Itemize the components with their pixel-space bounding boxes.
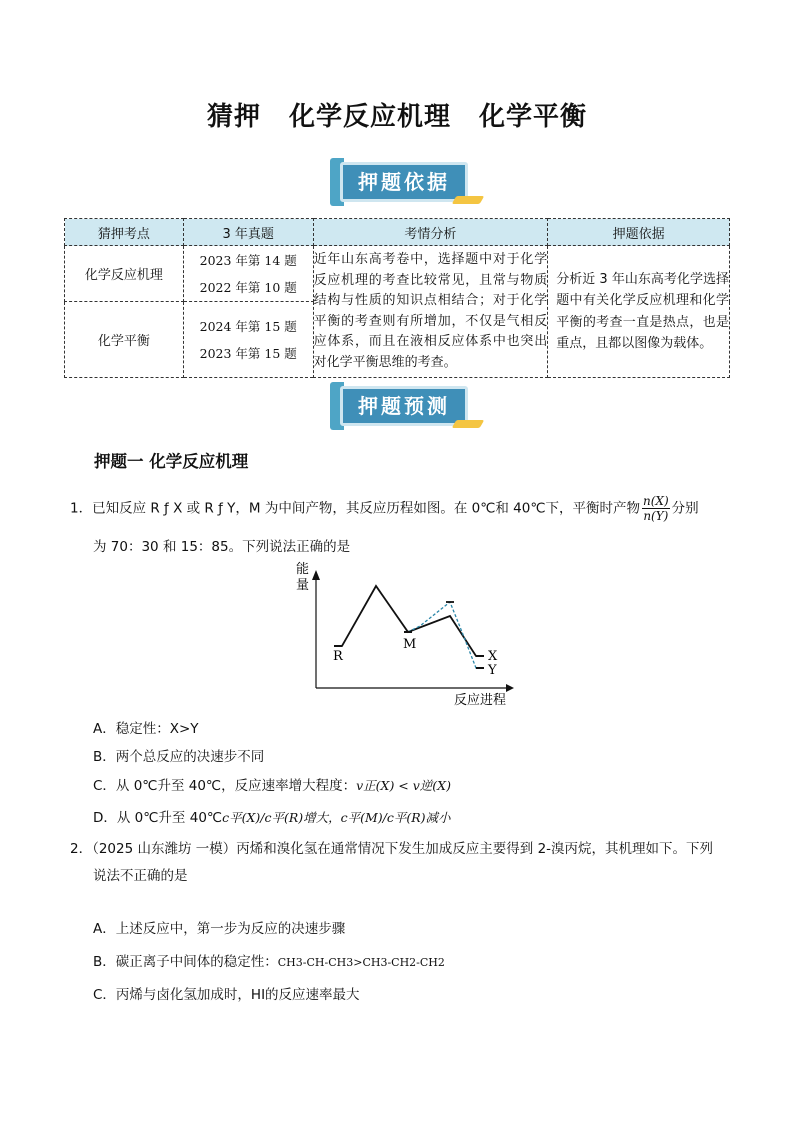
q2-option-a: A．上述反应中，第一步为反应的决速步骤 <box>93 921 346 937</box>
years-cell: 2023 年第 14 题 2022 年第 10 题 <box>183 246 313 302</box>
page-title: 猜押 化学反应机理 化学平衡 <box>206 102 588 132</box>
analysis-cell: 近年山东高考卷中，选择题中对于化学反应机理的考查比较常见，且常与物质结构与性质的知识点相结合；对于化学平衡的考查则有所增加，不仅是气相反应体系，而且在液相反应体系中也突出对化学平衡思维的考查。 <box>313 246 548 378</box>
th-basis: 押题依据 <box>548 219 730 246</box>
label-X: X <box>488 649 498 664</box>
q1-option-c: C．从 0℃升至 40℃，反应速率增大程度：v正(X) < v逆(X) <box>93 778 451 794</box>
question-1-stem-2: 为 70：30 和 15：85。下列说法正确的是 <box>93 539 351 555</box>
question-1-stem: 1．已知反应 R ƒ X 或 R ƒ Y，M 为中间产物，其反应历程如图。在 0℃和 40℃下，平衡时产物 $\frac{n(X)}{n(Y)}$ 分别 <box>70 494 699 523</box>
topic-cell: 化学反应机理 <box>65 246 184 302</box>
th-years: 3 年真题 <box>183 219 313 246</box>
carbocation-formula: CH3-CH-CH3>CH3-CH2-CH2 <box>277 956 445 969</box>
x-axis-label: 反应进程 <box>454 693 507 708</box>
option-c-math: v正(X) < v逆(X) <box>356 778 451 793</box>
topic-cell: 化学平衡 <box>65 302 184 378</box>
q2-option-c: C．丙烯与卤化氢加成时，HI的反应速率最大 <box>93 987 360 1003</box>
option-d-math: c平(X)/c平(R)增大，c平(M)/c平(R)减小 <box>222 810 451 825</box>
exam-basis-table <box>64 218 730 378</box>
q1-option-d: D．从 0℃升至 40℃c平(X)/c平(R)增大，c平(M)/c平(R)减小 <box>93 810 451 826</box>
th-analysis: 考情分析 <box>313 219 548 246</box>
q1-option-b: B．两个总反应的决速步不同 <box>93 749 265 765</box>
pencil-icon <box>452 196 485 204</box>
question-2-stem: 2．（2025 山东潍坊 一模）丙烯和溴化氢在通常情况下发生加成反应主要得到 2-溴丙烷，其机理如下。下列 <box>70 841 714 857</box>
path-to-y <box>408 602 484 668</box>
label-M: M <box>403 637 417 652</box>
energy-profile-chart <box>290 560 520 710</box>
basis-cell: 分析近 3 年山东高考化学选择题中有关化学反应机理和化学平衡的考查一直是热点，也是重点，且都以图像为载体。 <box>548 246 730 378</box>
banner-basis <box>330 158 482 206</box>
th-topic: 猜押考点 <box>65 219 184 246</box>
question-2-stem-2: 说法不正确的是 <box>93 868 188 884</box>
label-R: R <box>333 649 343 664</box>
q2-option-b: B．碳正离子中间体的稳定性：CH3-CH-CH3>CH3-CH2-CH2 <box>93 954 445 970</box>
pencil-icon <box>452 420 485 428</box>
y-label-2: 量 <box>296 578 310 593</box>
y-axis-arrow <box>312 570 320 580</box>
y-label-1: 能 <box>296 562 310 577</box>
banner-forecast <box>330 382 482 430</box>
q1-option-a: A．稳定性：X>Y <box>93 721 199 737</box>
banner-basis-label: 押题依据 <box>358 170 450 194</box>
banner-forecast-label: 押题预测 <box>358 394 450 418</box>
label-Y: Y <box>488 663 497 678</box>
section-heading: 押题一 化学反应机理 <box>94 452 249 471</box>
years-cell: 2024 年第 15 题 2023 年第 15 题 <box>183 302 313 378</box>
x-axis-arrow <box>506 684 514 692</box>
